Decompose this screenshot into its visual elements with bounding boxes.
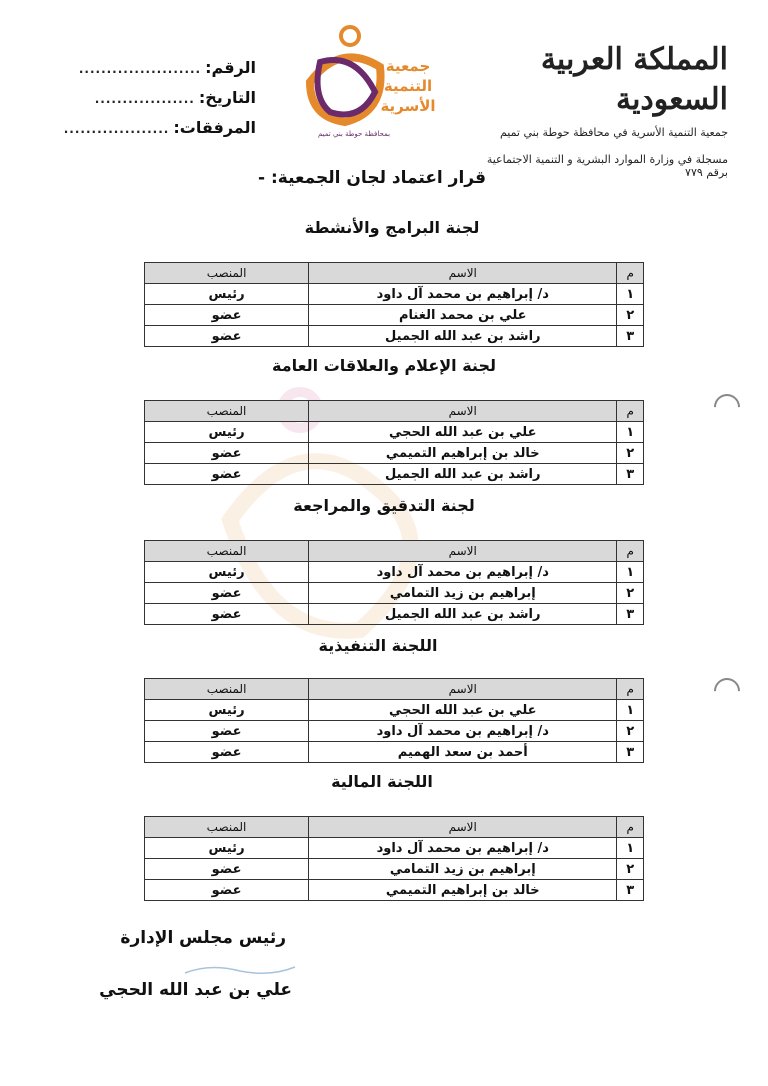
table-row: ١ د/ إبراهيم بن محمد آل داود رئيس <box>145 284 644 305</box>
committee-table <box>144 540 644 625</box>
logo-subtext: بمحافظة حوطة بني تميم <box>317 130 391 138</box>
table-row: ٢ إبراهيم بن زيد التمامي عضو <box>145 583 644 604</box>
table-header-row: م الاسم المنصب <box>145 817 644 838</box>
committee-title: لجنة الإعلام والعلاقات العامة <box>271 356 497 375</box>
table-header-row: م الاسم المنصب <box>145 541 644 562</box>
decision-title: قرار اعتماد لجان الجمعية: - <box>258 168 486 188</box>
table-row: ٣ خالد بن إبراهيم التميمي عضو <box>145 880 644 901</box>
punch-hole-icon <box>709 389 746 426</box>
meta-attachments: المرفقات: ................... <box>63 118 256 137</box>
committee-title: لجنة التدقيق والمراجعة <box>293 496 475 515</box>
table-row: ١ د/ إبراهيم بن محمد آل داود رئيس <box>145 562 644 583</box>
meta-number: الرقم: ...................... <box>78 58 256 77</box>
signatory-name: علي بن عبد الله الحجي <box>99 980 292 1000</box>
table-row: ٣ راشد بن عبد الله الجميل عضو <box>145 326 644 347</box>
reference-meta <box>56 58 256 148</box>
committee-table <box>144 262 644 347</box>
registration-line: مسجلة في وزارة الموارد البشرية و التنمية الاجتماعية برقم ٧٧٩ <box>486 153 728 179</box>
punch-hole-icon <box>709 673 746 710</box>
meta-date: التاريخ: .................. <box>94 88 256 107</box>
table-row: ١ علي بن عبد الله الحجي رئيس <box>145 700 644 721</box>
association-line: جمعية التنمية الأسرية في محافظة حوطة بني تميم <box>499 126 728 139</box>
letterhead <box>468 40 728 179</box>
association-logo <box>300 22 440 142</box>
committee-title: اللجنة المالية <box>331 772 433 791</box>
table-row: ٢ د/ إبراهيم بن محمد آل داود عضو <box>145 721 644 742</box>
signature-title: رئيس مجلس الإدارة <box>120 928 286 948</box>
committee-table <box>144 678 644 763</box>
committee-title: لجنة البرامج والأنشطة <box>304 218 480 237</box>
table-row: ٢ علي بن محمد الغنام عضو <box>145 305 644 326</box>
table-header-row: م الاسم المنصب <box>145 401 644 422</box>
table-header-row: م الاسم المنصب <box>145 679 644 700</box>
table-row: ٢ خالد بن إبراهيم التميمي عضو <box>145 443 644 464</box>
table-row: ٣ أحمد بن سعد الهميم عضو <box>145 742 644 763</box>
logo-text: جمعية التنمية الأسرية <box>380 57 436 115</box>
kingdom-title: المملكة العربية السعودية <box>540 42 728 117</box>
table-header-row: م الاسم المنصب <box>145 263 644 284</box>
committee-title: اللجنة التنفيذية <box>318 636 438 655</box>
table-row: ١ علي بن عبد الله الحجي رئيس <box>145 422 644 443</box>
table-row: ٣ راشد بن عبد الله الجميل عضو <box>145 464 644 485</box>
table-row: ٣ راشد بن عبد الله الجميل عضو <box>145 604 644 625</box>
committee-table <box>144 400 644 485</box>
committee-table <box>144 816 644 901</box>
table-row: ١ د/ إبراهيم بن محمد آل داود رئيس <box>145 838 644 859</box>
table-row: ٢ إبراهيم بن زيد التمامي عضو <box>145 859 644 880</box>
